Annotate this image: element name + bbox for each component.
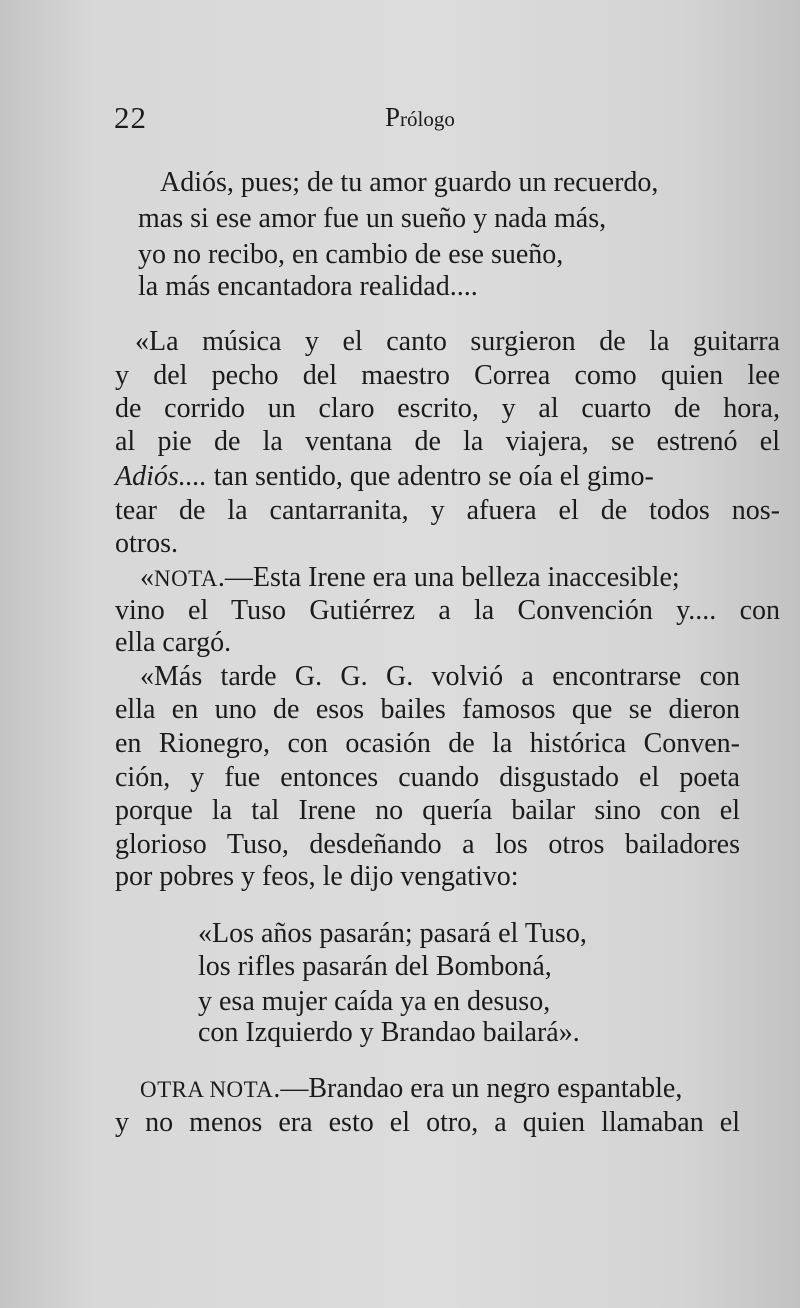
running-head-rest: rólogo <box>400 107 455 131</box>
verse-line: la más encantadora realidad.... <box>138 271 478 302</box>
verse-line: yo no recibo, en cambio de ese sueño, <box>138 239 564 270</box>
text-line: glorioso Tuso, desdeñando a los otros bailadores <box>115 829 740 860</box>
text-line: OTRA NOTA.—Brandao era un negro espantable, <box>140 1073 683 1104</box>
text-line: ella en uno de esos bailes famosos que se dieron <box>115 694 740 725</box>
text-line: y del pecho del maestro Correa como quien lee <box>115 360 780 391</box>
verse-line: mas si ese amor fue un sueño y nada más, <box>138 203 607 234</box>
verse-line: Adiós, pues; de tu amor guardo un recuerdo, <box>160 167 659 198</box>
running-head <box>385 102 455 133</box>
italic-title: Adiós.... <box>115 461 207 492</box>
text-line: otros. <box>115 528 178 559</box>
verse-line: «Los años pasarán; pasará el Tuso, <box>198 918 587 949</box>
text-line: de corrido un claro escrito, y al cuarto de hora, <box>115 393 780 424</box>
text-line: ción, y fue entonces cuando disgustado el poeta <box>115 762 740 793</box>
verse-line: y esa mujer caída ya en desuso, <box>198 986 551 1017</box>
text-line: «NOTA.—Esta Irene era una belleza inaccesible; <box>140 562 680 593</box>
text-line: ella cargó. <box>115 627 232 658</box>
text-line: en Rionegro, con ocasión de la histórica Conven- <box>115 728 740 759</box>
page-header <box>0 100 800 140</box>
page-number: 22 <box>114 100 147 135</box>
text-line: al pie de la ventana de la viajera, se estrenó el <box>115 426 780 457</box>
verse-line: con Izquierdo y Brandao bailará». <box>198 1017 580 1048</box>
verse-line: los rifles pasarán del Bomboná, <box>198 951 552 982</box>
text-line: porque la tal Irene no quería bailar sino con el <box>115 795 740 826</box>
text-line: por pobres y feos, le dijo vengativo: <box>115 861 519 892</box>
text-line: «Más tarde G. G. G. volvió a encontrarse con <box>140 661 740 692</box>
text-line: vino el Tuso Gutiérrez a la Convención y.... con <box>115 595 780 626</box>
text-line: Adiós.... tan sentido, que adentro se oía el gimo- <box>115 461 654 492</box>
text-line: tear de la cantarranita, y afuera el de todos nos- <box>115 495 780 526</box>
text-line: y no menos era esto el otro, a quien llamaban el <box>115 1107 740 1138</box>
running-head-initial: P <box>385 102 401 132</box>
text-line: «La música y el canto surgieron de la guitarra <box>135 326 780 357</box>
